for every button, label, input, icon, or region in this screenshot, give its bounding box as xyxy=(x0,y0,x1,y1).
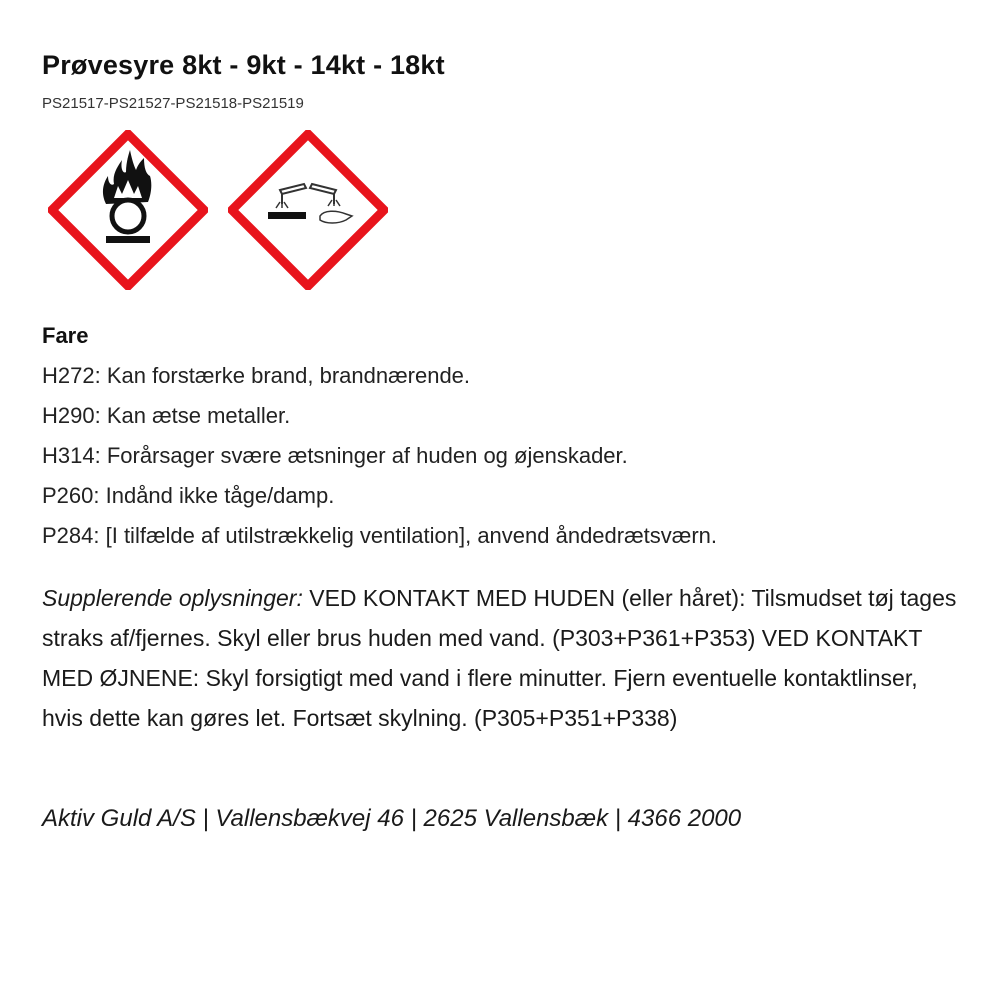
ghs-pictograms xyxy=(48,130,393,290)
product-title: Prøvesyre 8kt - 9kt - 14kt - 18kt xyxy=(42,50,445,80)
signal-word: Fare xyxy=(42,323,89,348)
oxidizing-flame-over-circle-icon xyxy=(48,130,208,290)
statement-h290: H290: Kan ætse metaller. xyxy=(42,403,291,428)
product-codes: PS21517-PS21527-PS21518-PS21519 xyxy=(42,95,304,112)
corrosive-icon xyxy=(228,130,388,290)
statement-p260: P260: Indånd ikke tåge/damp. xyxy=(42,483,335,508)
supplementary-text: VED KONTAKT MED HUDEN (eller håret): Tilsmudset tøj tages straks af/fjernes. Skyl eller brus huden med vand. (P303+P361+P353) VED KONTAKT MED ØJNENE: Skyl forsigtigt med vand i flere minutter. Fjern eventuelle kontaktlinser, hvis dette kan gøres let. Fortsæt skylning. (P305+P351+P338) xyxy=(42,585,957,731)
statement-h314: H314: Forårsager svære ætsninger af huden og øjenskader. xyxy=(42,443,628,468)
hazard-statements xyxy=(42,316,717,556)
company-footer: Aktiv Guld A/S | Vallensbækvej 46 | 2625 Vallensbæk | 4366 2000 xyxy=(42,805,742,832)
statement-p284: P284: [I tilfælde af utilstrækkelig ventilation], anvend åndedrætsværn. xyxy=(42,523,718,548)
statement-h272: H272: Kan forstærke brand, brandnærende. xyxy=(42,363,471,388)
supplementary-label: Supplerende oplysninger: xyxy=(42,585,303,611)
supplementary-info xyxy=(42,578,962,738)
